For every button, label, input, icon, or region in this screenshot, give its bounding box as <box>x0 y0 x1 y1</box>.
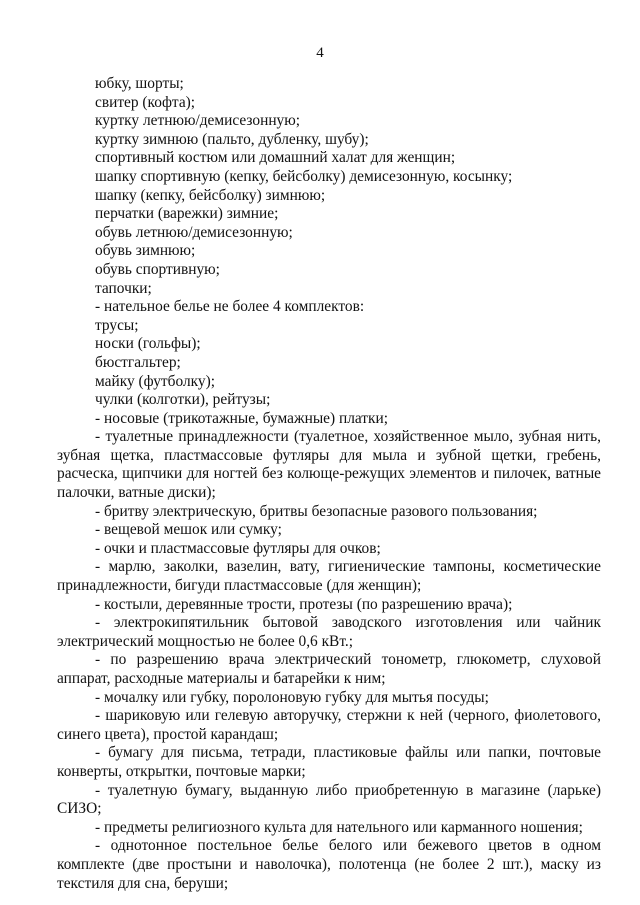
list-item: шапку (кепку, бейсболку) зимнюю; <box>95 186 326 204</box>
list-item: - туалетные принадлежности (туалетное, хозяйственное мыло, зубная нить, зубная щетка, пластмассовые футляры для мыла и зубной щетки, гребень, расческа, щипчики для ногтей без колюще-режущих элементов и пилочек, ватные палочки, ватные диски); <box>57 428 601 502</box>
list-item: шапку спортивную (кепку, бейсболку) демисезонную, косынку; <box>95 167 513 185</box>
list-item: носки (гольфы); <box>95 335 201 353</box>
list-item: спортивный костюм или домашний халат для женщин; <box>95 149 456 167</box>
list-item: перчатки (варежки) зимние; <box>95 205 279 223</box>
list-item: - туалетную бумагу, выданную либо приобретенную в магазине (ларьке) СИЗО; <box>57 781 601 818</box>
list-item: - нательное белье не более 4 комплектов: <box>95 298 365 316</box>
list-item: - по разрешению врача электрический тонометр, глюкометр, слуховой аппарат, расходные материалы и батарейки к ним; <box>57 651 601 687</box>
list-item: - мочалку или губку, поролоновую губку для мытья посуды; <box>95 688 489 706</box>
list-item: - очки и пластмассовые футляры для очков; <box>95 539 381 557</box>
list-item: бюстгальтер; <box>95 353 181 371</box>
list-item: - костыли, деревянные трости, протезы (по разрешению врача); <box>95 595 513 613</box>
list-item: - вещевой мешок или сумку; <box>95 521 282 539</box>
list-item: - бумагу для письма, тетради, пластиковые файлы или папки, почтовые конверты, открытки, почтовые марки; <box>57 744 601 780</box>
list-item: обувь зимнюю; <box>95 242 196 260</box>
list-item: свитер (кофта); <box>95 93 196 111</box>
list-item: обувь летнюю/демисезонную; <box>95 223 293 241</box>
list-item: - бритву электрическую, бритвы безопасные разового пользования; <box>95 502 538 520</box>
list-item: тапочки; <box>95 279 152 297</box>
list-item: обувь спортивную; <box>95 260 220 278</box>
list-item: - электрокипятильник бытовой заводского изготовления или чайник электрический мощностью не более 0,6 кВт.; <box>57 614 601 650</box>
list-item: - предметы религиозного культа для нательного или карманного ношения; <box>95 818 583 836</box>
list-item: - однотонное постельное белье белого или бежевого цветов в одном комплекте (две простыни и наволочка), полотенца (не более 2 шт.), маску из текстиля для сна, беруши; <box>57 837 601 892</box>
list-item: майку (футболку); <box>95 372 215 390</box>
list-item: - носовые (трикотажные, бумажные) платки; <box>95 409 389 427</box>
list-item: трусы; <box>95 316 139 334</box>
list-item: чулки (колготки), рейтузы; <box>95 391 271 409</box>
document-body <box>57 75 601 893</box>
list-item: - марлю, заколки, вазелин, вату, гигиенические тампоны, косметические принадлежности, бигуди пластмассовые (для женщин); <box>57 558 601 595</box>
list-item: куртку зимнюю (пальто, дубленку, шубу); <box>95 130 369 148</box>
page-number: 4 <box>316 45 324 61</box>
list-item: куртку летнюю/демисезонную; <box>95 112 301 130</box>
list-item: - шариковую или гелевую авторучку, стержни к ней (черного, фиолетового, синего цвета), простой карандаш; <box>57 707 601 743</box>
list-item: юбку, шорты; <box>95 75 184 92</box>
